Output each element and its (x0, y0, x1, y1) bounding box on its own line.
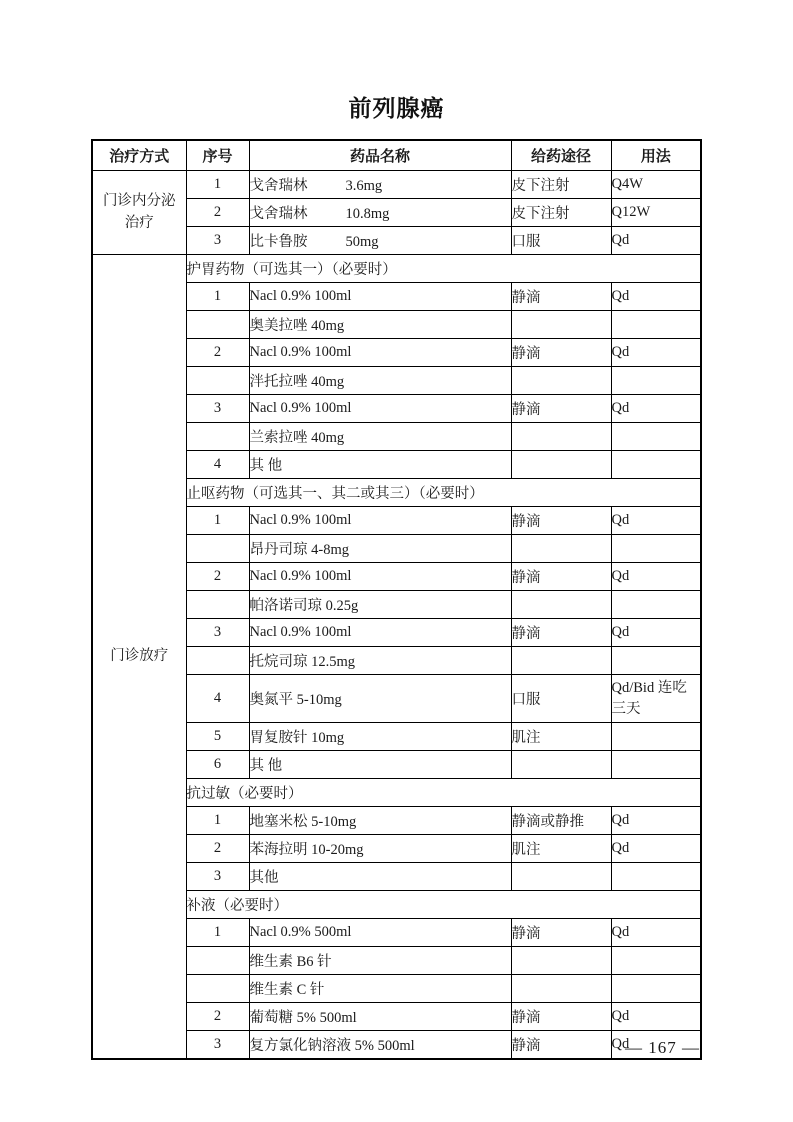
drug-name-cell: 昂丹司琼 4-8mg (249, 535, 511, 563)
sequence-number-cell (186, 591, 249, 619)
drug-name-cell: 复方氯化钠溶液 5% 500ml (249, 1031, 511, 1060)
administration-route-cell (511, 947, 611, 975)
drug-name-cell: Nacl 0.9% 100ml (249, 339, 511, 367)
page-title: 前列腺癌 (348, 95, 445, 121)
drug-name-cell: Nacl 0.9% 100ml (249, 283, 511, 311)
administration-route-cell (511, 367, 611, 395)
subsection-title: 止呕药物（可选其一、其二或其三）（必要时） (186, 479, 701, 507)
usage-cell: Qd (611, 395, 701, 423)
drug-row (92, 171, 701, 199)
table-header-row (92, 140, 701, 171)
sequence-number-cell: 2 (186, 339, 249, 367)
usage-cell: Qd (611, 835, 701, 863)
drug-name-cell (249, 227, 511, 255)
treatment-method-cell: 门诊放疗 (92, 255, 186, 1060)
subsection-title: 护胃药物（可选其一）（必要时） (186, 255, 701, 283)
sequence-number-cell (186, 975, 249, 1003)
sequence-number-cell: 3 (186, 619, 249, 647)
drug-name-cell: 胃复胺针 10mg (249, 723, 511, 751)
usage-cell: Qd (611, 807, 701, 835)
sequence-number-cell: 1 (186, 507, 249, 535)
drug-name-cell: Nacl 0.9% 100ml (249, 619, 511, 647)
administration-route-cell: 静滴 (511, 563, 611, 591)
drug-name-cell: 维生素 C 针 (249, 975, 511, 1003)
page-number: — 167 — (625, 1038, 700, 1057)
administration-route-cell: 静滴 (511, 919, 611, 947)
administration-route-cell: 口服 (511, 675, 611, 723)
usage-cell: Qd/Bid 连吃三天 (611, 675, 701, 723)
drug-dose: 10.8mg (345, 206, 390, 222)
sequence-number-cell: 1 (186, 807, 249, 835)
sequence-number-cell (186, 423, 249, 451)
drug-name: 比卡鲁胺 (249, 234, 308, 250)
drug-name: 戈舍瑞林 (249, 178, 308, 194)
sequence-number-cell: 3 (186, 863, 249, 891)
usage-cell: Q4W (611, 171, 701, 199)
sequence-number-cell: 2 (186, 199, 249, 227)
sequence-number-cell (186, 647, 249, 675)
sequence-number-cell: 2 (186, 563, 249, 591)
col-header-drug-name: 药品名称 (249, 140, 511, 171)
sequence-number-cell: 2 (186, 835, 249, 863)
drug-name-cell: 其他 (249, 863, 511, 891)
administration-route-cell (511, 311, 611, 339)
administration-route-cell: 皮下注射 (511, 199, 611, 227)
drug-name-cell: 奥美拉唑 40mg (249, 311, 511, 339)
sequence-number-cell (186, 311, 249, 339)
administration-route-cell: 静滴 (511, 339, 611, 367)
drug-name-cell: 地塞米松 5-10mg (249, 807, 511, 835)
sequence-number-cell: 3 (186, 227, 249, 255)
sequence-number-cell: 1 (186, 171, 249, 199)
administration-route-cell: 肌注 (511, 723, 611, 751)
drug-name-cell: Nacl 0.9% 500ml (249, 919, 511, 947)
administration-route-cell: 皮下注射 (511, 171, 611, 199)
subsection-title: 补液（必要时） (186, 891, 701, 919)
drug-dose: 50mg (345, 234, 379, 250)
subsection-title: 抗过敏（必要时） (186, 779, 701, 807)
drug-name: 戈舍瑞林 (249, 206, 308, 222)
sequence-number-cell: 3 (186, 1031, 249, 1060)
drug-name-cell: 苯海拉明 10-20mg (249, 835, 511, 863)
sequence-number-cell: 3 (186, 395, 249, 423)
drug-name-cell: 兰索拉唑 40mg (249, 423, 511, 451)
sequence-number-cell: 4 (186, 451, 249, 479)
usage-cell (611, 723, 701, 751)
usage-cell (611, 947, 701, 975)
sequence-number-cell: 2 (186, 1003, 249, 1031)
usage-cell: Qd (611, 227, 701, 255)
sequence-number-cell (186, 535, 249, 563)
usage-cell (611, 311, 701, 339)
drug-name-cell: 托烷司琼 12.5mg (249, 647, 511, 675)
sequence-number-cell: 1 (186, 283, 249, 311)
drug-name-cell: 其 他 (249, 451, 511, 479)
administration-route-cell (511, 751, 611, 779)
administration-route-cell: 静滴 (511, 283, 611, 311)
administration-route-cell (511, 863, 611, 891)
col-header-seq: 序号 (186, 140, 249, 171)
usage-cell (611, 423, 701, 451)
sequence-number-cell (186, 947, 249, 975)
usage-cell (611, 863, 701, 891)
usage-cell: Qd (611, 1003, 701, 1031)
usage-cell (611, 451, 701, 479)
drug-name-cell (249, 171, 511, 199)
treatment-method-cell: 门诊内分泌 治疗 (92, 171, 186, 255)
administration-route-cell: 口服 (511, 227, 611, 255)
drug-name-cell: Nacl 0.9% 100ml (249, 563, 511, 591)
administration-route-cell (511, 423, 611, 451)
administration-route-cell: 静滴 (511, 507, 611, 535)
subsection-header-row (92, 255, 701, 283)
col-header-treatment: 治疗方式 (92, 140, 186, 171)
usage-cell (611, 535, 701, 563)
administration-route-cell: 静滴或静推 (511, 807, 611, 835)
usage-cell (611, 647, 701, 675)
administration-route-cell (511, 647, 611, 675)
usage-cell: Qd (611, 563, 701, 591)
usage-cell (611, 751, 701, 779)
medication-table (91, 139, 702, 1060)
sequence-number-cell (186, 367, 249, 395)
col-header-usage: 用法 (611, 140, 701, 171)
drug-dose: 3.6mg (345, 178, 383, 194)
drug-name-cell (249, 199, 511, 227)
usage-cell: Qd (611, 507, 701, 535)
administration-route-cell (511, 535, 611, 563)
drug-name-cell: 帕洛诺司琼 0.25g (249, 591, 511, 619)
administration-route-cell: 静滴 (511, 1003, 611, 1031)
administration-route-cell: 静滴 (511, 395, 611, 423)
usage-cell: Q12W (611, 199, 701, 227)
drug-name-cell: Nacl 0.9% 100ml (249, 507, 511, 535)
sequence-number-cell: 4 (186, 675, 249, 723)
usage-cell (611, 367, 701, 395)
col-header-route: 给药途径 (511, 140, 611, 171)
administration-route-cell (511, 451, 611, 479)
administration-route-cell (511, 591, 611, 619)
drug-name-cell: Nacl 0.9% 100ml (249, 395, 511, 423)
usage-cell: Qd (611, 919, 701, 947)
sequence-number-cell: 1 (186, 919, 249, 947)
drug-name-cell: 其 他 (249, 751, 511, 779)
administration-route-cell (511, 975, 611, 1003)
usage-cell (611, 591, 701, 619)
sequence-number-cell: 6 (186, 751, 249, 779)
drug-name-cell: 奥氮平 5-10mg (249, 675, 511, 723)
administration-route-cell: 静滴 (511, 1031, 611, 1060)
drug-name-cell: 泮托拉唑 40mg (249, 367, 511, 395)
usage-cell: Qd (611, 283, 701, 311)
sequence-number-cell: 5 (186, 723, 249, 751)
drug-name-cell: 葡萄糖 5% 500ml (249, 1003, 511, 1031)
usage-cell (611, 975, 701, 1003)
administration-route-cell: 静滴 (511, 619, 611, 647)
usage-cell: Qd (611, 1031, 701, 1060)
usage-cell: Qd (611, 619, 701, 647)
drug-name-cell: 维生素 B6 针 (249, 947, 511, 975)
usage-cell: Qd (611, 339, 701, 367)
administration-route-cell: 肌注 (511, 835, 611, 863)
